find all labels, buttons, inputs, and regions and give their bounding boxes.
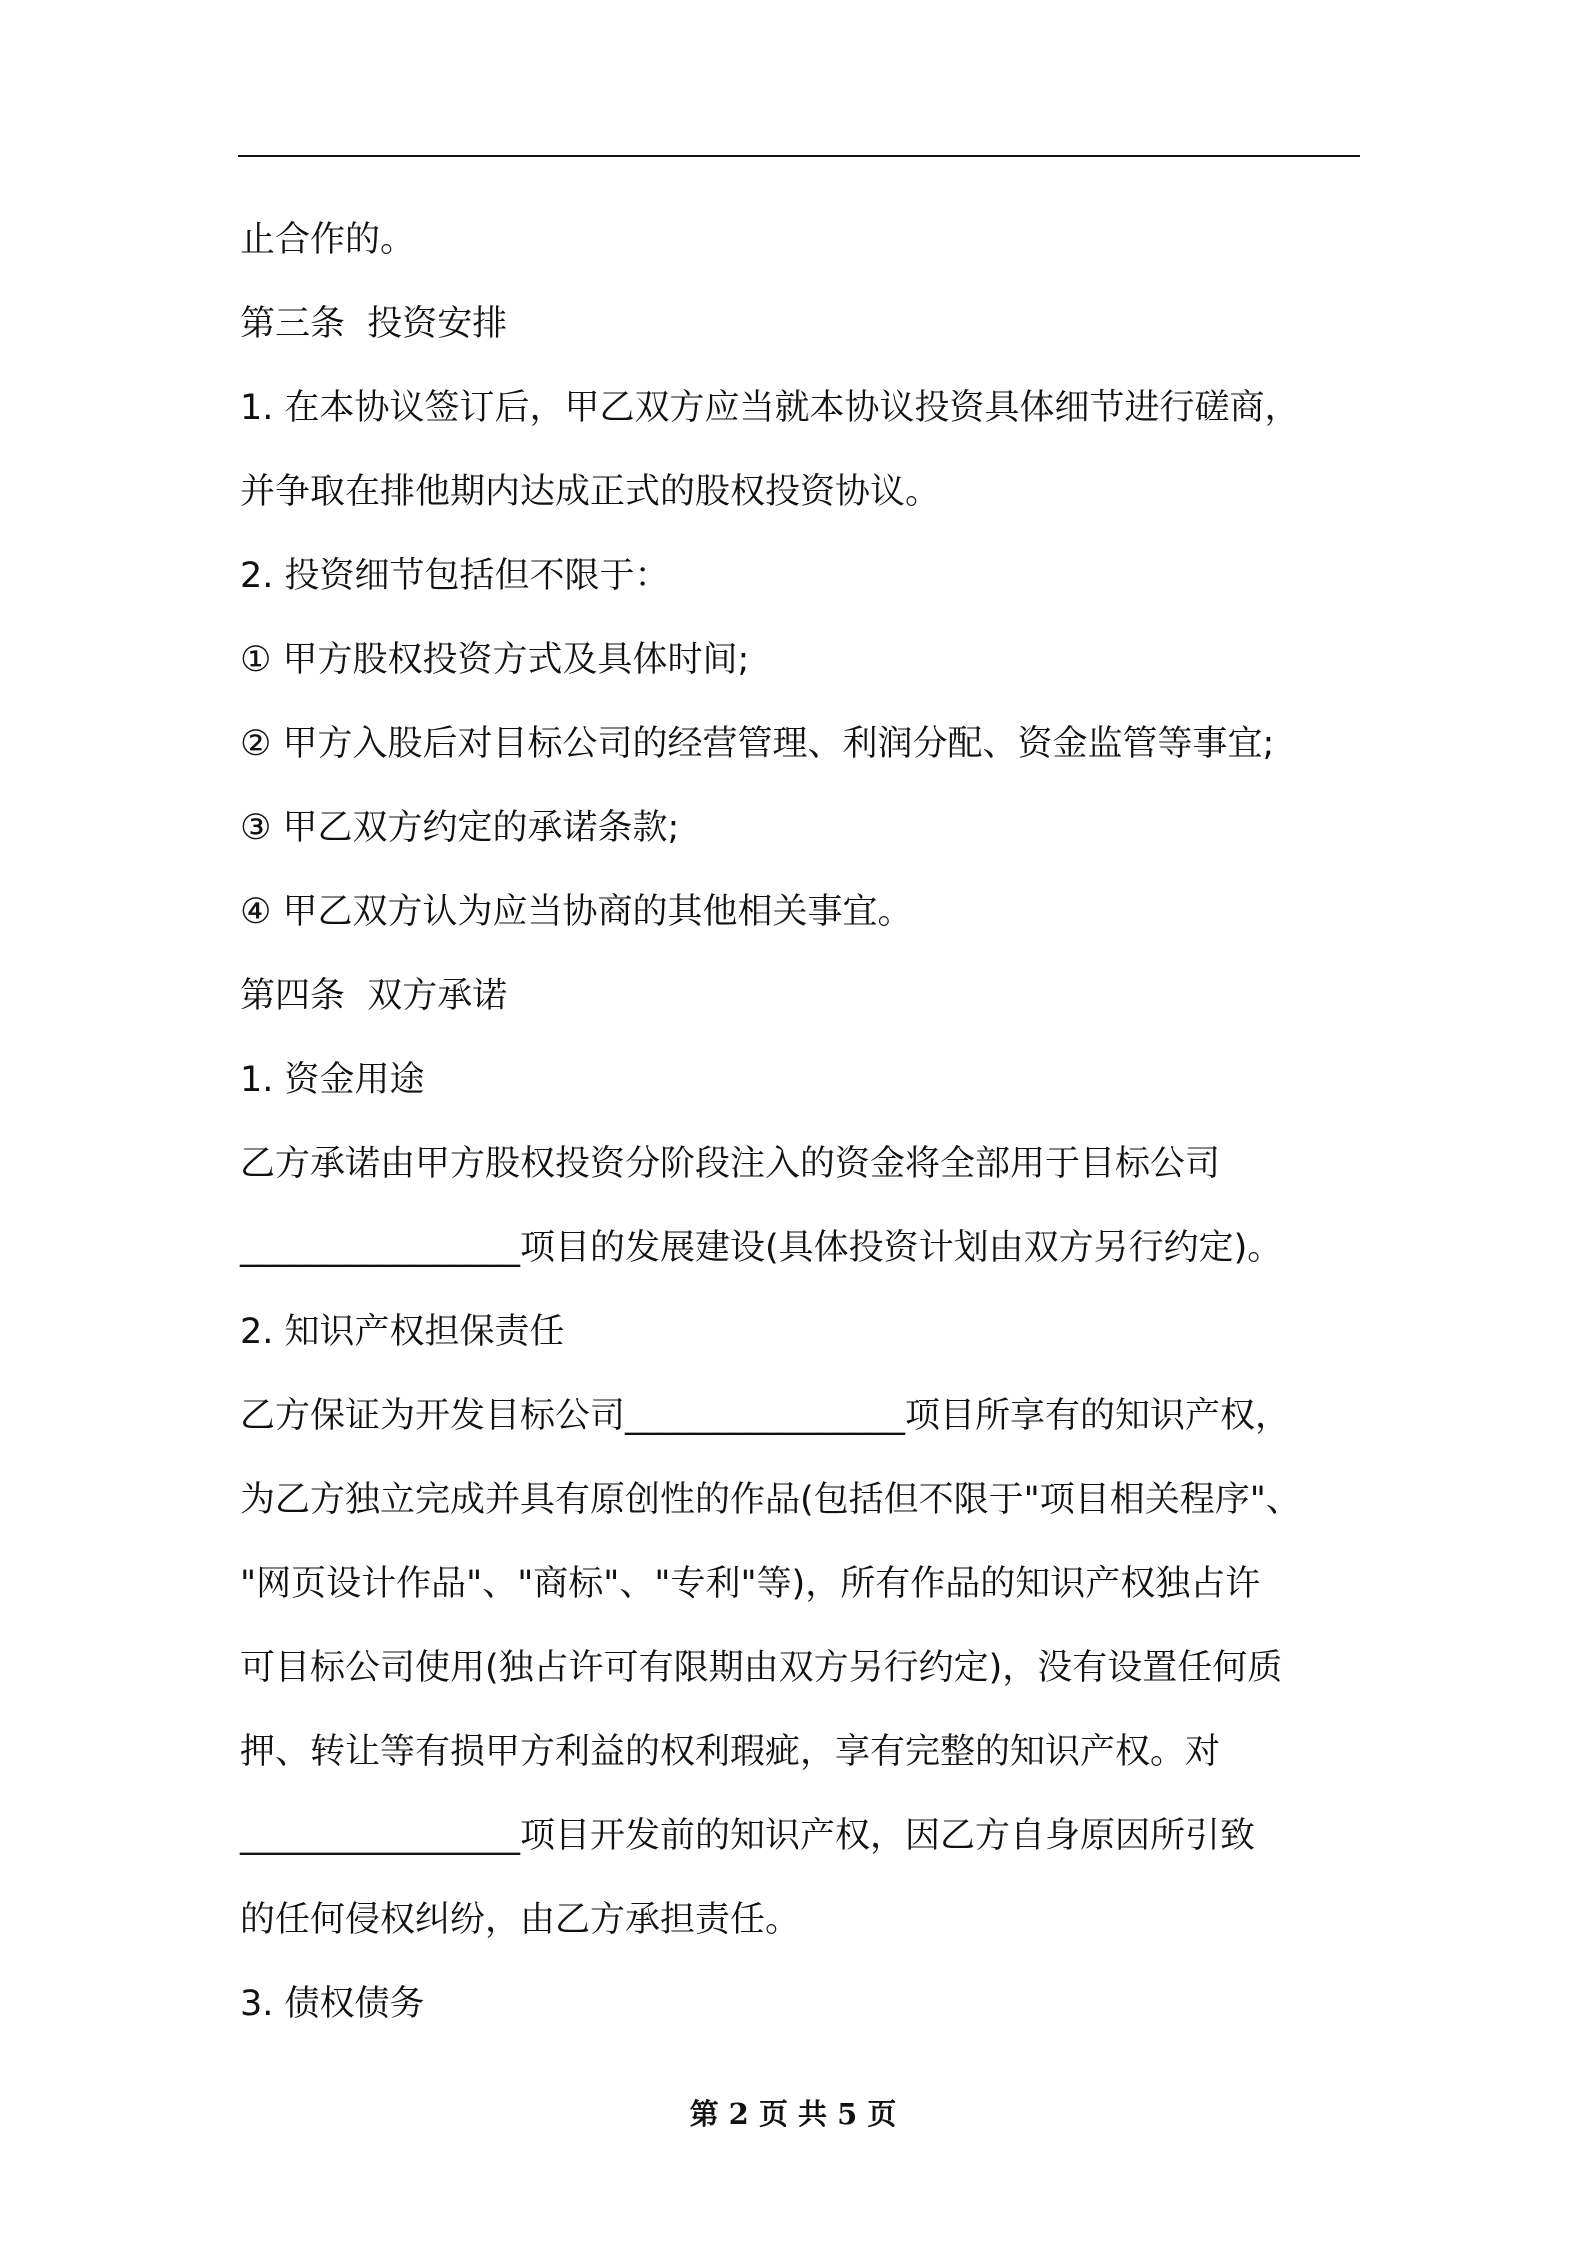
text-line: 押、转让等有损甲方利益的权利瑕疵，享有完整的知识产权。对: [240, 1732, 1221, 1772]
text-line: ________________项目开发前的知识产权，因乙方自身原因所引致: [240, 1816, 1256, 1856]
header-rule: [238, 155, 1360, 157]
list-item: ① 甲方股权投资方式及具体时间;: [240, 640, 750, 680]
subsection-heading: 2. 知识产权担保责任: [240, 1312, 565, 1352]
text-line: ________________项目的发展建设(具体投资计划由双方另行约定)。: [240, 1228, 1283, 1268]
text-line: "网页设计作品"、"商标"、"专利"等)，所有作品的知识产权独占许: [240, 1564, 1261, 1604]
list-item: ② 甲方入股后对目标公司的经营管理、利润分配、资金监管等事宜;: [240, 724, 1275, 764]
list-item: ④ 甲乙双方认为应当协商的其他相关事宜。: [240, 892, 913, 932]
list-item: ③ 甲乙双方约定的承诺条款;: [240, 808, 680, 848]
text-line: 乙方承诺由甲方股权投资分阶段注入的资金将全部用于目标公司: [240, 1144, 1221, 1184]
document-body: [240, 198, 1360, 2046]
text-line: 为乙方独立完成并具有原创性的作品(包括但不限于"项目相关程序"、: [240, 1480, 1301, 1520]
section-heading: 第三条 投资安排: [240, 304, 508, 344]
text-line: 的任何侵权纠纷，由乙方承担责任。: [240, 1900, 801, 1940]
text-line: 乙方保证为开发目标公司________________项目所享有的知识产权，: [240, 1396, 1291, 1436]
subsection-heading: 1. 资金用途: [240, 1060, 425, 1100]
page-footer: 第 2 页 共 5 页: [689, 2097, 897, 2131]
text-line: 1. 在本协议签订后，甲乙双方应当就本协议投资具体细节进行磋商，: [240, 388, 1300, 428]
subsection-heading: 3. 债权债务: [240, 1984, 425, 2024]
section-heading: 第四条 双方承诺: [240, 976, 508, 1016]
text-line: 并争取在排他期内达成正式的股权投资协议。: [240, 472, 941, 512]
text-line: 可目标公司使用(独占许可有限期由双方另行约定)，没有设置任何质: [240, 1648, 1283, 1688]
text-line: 2. 投资细节包括但不限于：: [240, 556, 670, 596]
text-line: 止合作的。: [240, 220, 416, 260]
